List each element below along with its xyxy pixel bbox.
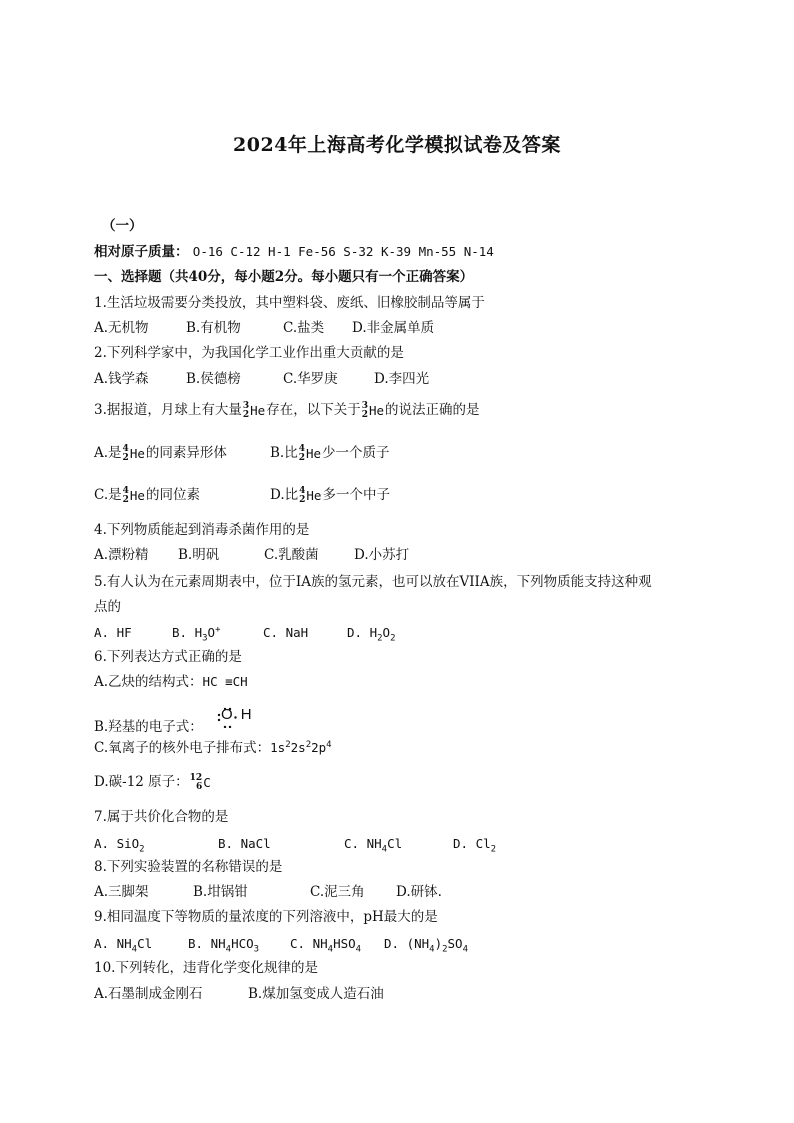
option-text: 少一个质子 [322, 445, 390, 461]
page-title: 2024年上海高考化学模拟试卷及答案 [233, 134, 561, 156]
element-symbol: He [305, 445, 322, 461]
option-text: SO [447, 936, 463, 951]
atomic-number: 2 [299, 494, 306, 505]
atomic-number: 2 [122, 494, 129, 505]
q2-option-b: B.侯德榜 [186, 371, 241, 387]
option-text: Cl [137, 936, 153, 951]
q8-stem: 8.下列实验装置的名称错误的是 [94, 859, 283, 875]
q3-options-ab [94, 444, 390, 463]
subscript: 2 [442, 944, 448, 955]
q9-stem: 9.相同温度下等物质的量浓度的下列溶液中，pH最大的是 [94, 909, 438, 925]
subscript: 3 [202, 633, 208, 644]
hydroxyl-electron-dot [215, 706, 252, 738]
q9-option-b [188, 935, 290, 953]
q7-options [94, 835, 496, 853]
q3-option-b [270, 444, 390, 463]
q3-stem-part3: 的说法正确的是 [385, 402, 480, 418]
option-text: 2p [311, 740, 327, 755]
he4-nuclide [299, 487, 321, 505]
q2-option-d: D.李四光 [374, 371, 430, 387]
element-symbol: C [203, 774, 211, 790]
he3-nuclide [243, 402, 265, 420]
option-text: B.羟基的电子式： [94, 719, 203, 735]
superscript: 2 [305, 739, 312, 750]
option-text: C.是 [94, 487, 122, 503]
option-text: D.比 [270, 487, 299, 503]
q5-stem-line2: 点的 [94, 599, 121, 615]
mass-number: 4 [299, 485, 306, 496]
mass-number: 3 [242, 400, 250, 411]
subscript: 4 [381, 844, 388, 855]
q1-option-d: D.非金属单质 [352, 320, 435, 336]
q3-stem-part2: 存在，以下关于 [266, 402, 361, 418]
q6-option-b [94, 706, 252, 738]
subscript: 3 [253, 944, 260, 955]
q3-stem-part1: 3.据报道，月球上有大量 [94, 402, 242, 418]
option-text: 2s [290, 740, 306, 755]
mass-number: 4 [298, 443, 305, 454]
option-text: 1s [270, 740, 286, 755]
q2-options [94, 370, 429, 388]
q3-option-c [94, 486, 270, 505]
q10-options [94, 985, 384, 1003]
q6-option-d [94, 773, 212, 792]
option-text: HSO [333, 936, 356, 951]
element-symbol: He [129, 487, 145, 503]
option-text: Cl [387, 836, 403, 851]
q7-stem: 7.属于共价化合物的是 [94, 809, 229, 825]
q3-stem [94, 401, 480, 420]
superscript: + [215, 624, 221, 635]
q7-option-b: B. NaCl [218, 836, 271, 851]
c12-nuclide [190, 774, 211, 792]
acetylene-formula: HC ≡CH [202, 674, 248, 689]
option-text: O [207, 625, 216, 640]
subscript: 4 [429, 944, 435, 955]
q9-option-a [94, 935, 188, 953]
option-text: B. NH [188, 936, 226, 951]
he4-nuclide [123, 445, 145, 463]
q6-stem: 6.下列表达方式正确的是 [94, 649, 242, 665]
atomic-mass-line [94, 243, 494, 261]
he4-nuclide [123, 487, 145, 505]
option-text: B.比 [270, 445, 298, 461]
subscript: 4 [327, 944, 334, 955]
subscript: 2 [390, 633, 396, 644]
q4-option-b: B.明矾 [178, 547, 220, 563]
q9-option-d [384, 935, 468, 953]
q3-option-a [94, 444, 270, 463]
q4-option-c: C.乳酸菌 [264, 547, 319, 563]
mass-number: 4 [122, 485, 129, 496]
element-symbol: He [129, 445, 145, 461]
option-text: D. (NH [384, 936, 430, 951]
superscript: 2 [285, 739, 291, 750]
option-text: D. H [347, 625, 378, 640]
q7-option-c [344, 835, 453, 853]
q2-stem: 2.下列科学家中，为我国化学工业作出重大贡献的是 [94, 345, 404, 361]
he4-nuclide [299, 445, 321, 463]
option-text: 的同位素 [145, 487, 200, 503]
mass-number: 4 [122, 443, 129, 454]
option-text: 的同素异形体 [145, 445, 227, 461]
hydrogen-symbol: H [240, 706, 252, 723]
q7-option-a [94, 835, 218, 853]
option-text: C.氧离子的核外电子排布式： [94, 740, 271, 756]
q5-option-a: A. HF [94, 625, 132, 640]
atomic-number: 2 [298, 452, 305, 463]
part-label: （一） [102, 218, 143, 234]
q1-option-b: B.有机物 [186, 320, 241, 336]
q5-stem-line1: 5.有人认为在元素周期表中，位于IA族的氢元素，也可以放在VIIA族，下列物质能支持这种观 [94, 574, 652, 590]
superscript: 4 [326, 739, 332, 750]
q4-stem: 4.下列物质能起到消毒杀菌作用的是 [94, 522, 310, 538]
q2-option-a: A.钱学森 [94, 371, 149, 387]
section-heading: 一、选择题（共40分，每小题2分。每小题只有一个正确答案） [94, 269, 474, 285]
q8-option-c: C.泥三角 [310, 884, 365, 900]
subscript: 4 [462, 944, 469, 955]
mass-number: 3 [361, 400, 368, 411]
q5-option-b [172, 624, 263, 642]
option-text: HCO [231, 936, 254, 951]
subscript: 2 [377, 633, 383, 644]
element-symbol: He [306, 487, 322, 503]
subscript: 4 [355, 944, 362, 955]
option-text: C. NH [344, 836, 382, 851]
option-text: C. NH [290, 936, 328, 951]
q6-option-a [94, 673, 248, 691]
option-text: A. NH [94, 936, 132, 951]
option-text: D.碳-12 原子： [94, 774, 189, 790]
atomic-number: 2 [361, 409, 368, 420]
he3-nuclide [362, 402, 384, 420]
option-text: A.乙炔的结构式： [94, 674, 203, 690]
subscript: 2 [139, 844, 145, 855]
subscript: 4 [225, 944, 232, 955]
option-text: ) [434, 936, 443, 951]
q5-options [94, 624, 395, 642]
option-text: O [382, 625, 391, 640]
option-text: D. Cl [453, 836, 491, 851]
q10-stem: 10.下列转化，违背化学变化规律的是 [94, 960, 318, 976]
atomic-number: 2 [242, 409, 250, 420]
oxygen-symbol: O [221, 706, 233, 723]
option-text: B. H [172, 625, 203, 640]
q8-option-d: D.研钵. [396, 884, 442, 900]
q8-option-b: B.坩锅钳 [193, 884, 248, 900]
subscript: 2 [490, 844, 497, 855]
q1-option-c: C.盐类 [283, 320, 325, 336]
q1-option-a: A.无机物 [94, 320, 149, 336]
q5-option-d [347, 624, 395, 642]
option-text: A.是 [94, 445, 122, 461]
q3-options-cd [94, 486, 390, 505]
atomic-mass-label: 相对原子质量： [94, 244, 189, 260]
q10-option-a: A.石墨制成金刚石 [94, 986, 203, 1002]
atomic-number: 6 [195, 781, 203, 792]
q4-options [94, 546, 409, 564]
q1-options [94, 319, 434, 337]
option-text: 多一个中子 [322, 487, 390, 503]
option-text: A. SiO [94, 836, 140, 851]
q1-stem: 1.生活垃圾需要分类投放，其中塑料袋、废纸、旧橡胶制品等属于 [94, 295, 485, 311]
q9-options [94, 935, 468, 953]
q3-option-d [270, 486, 390, 505]
element-symbol: He [250, 402, 266, 418]
element-symbol: He [368, 402, 385, 418]
atomic-number: 2 [122, 452, 129, 463]
electron-config [270, 740, 331, 755]
q8-option-a: A.三脚架 [94, 884, 149, 900]
mass-number: 12 [189, 772, 203, 783]
q6-option-c [94, 739, 332, 757]
q5-option-c: C. NaH [263, 625, 309, 640]
q10-option-b: B.煤加氢变成人造石油 [248, 986, 384, 1002]
q2-option-c: C.华罗庚 [283, 371, 338, 387]
q9-option-c [290, 935, 384, 953]
q7-option-d [453, 835, 496, 853]
q4-option-d: D.小苏打 [354, 547, 410, 563]
atomic-mass-values: O-16 C-12 H-1 Fe-56 S-32 K-39 Mn-55 N-14 [192, 244, 494, 259]
q8-options [94, 883, 442, 901]
q4-option-a: A.漂粉精 [94, 547, 149, 563]
subscript: 4 [131, 944, 138, 955]
